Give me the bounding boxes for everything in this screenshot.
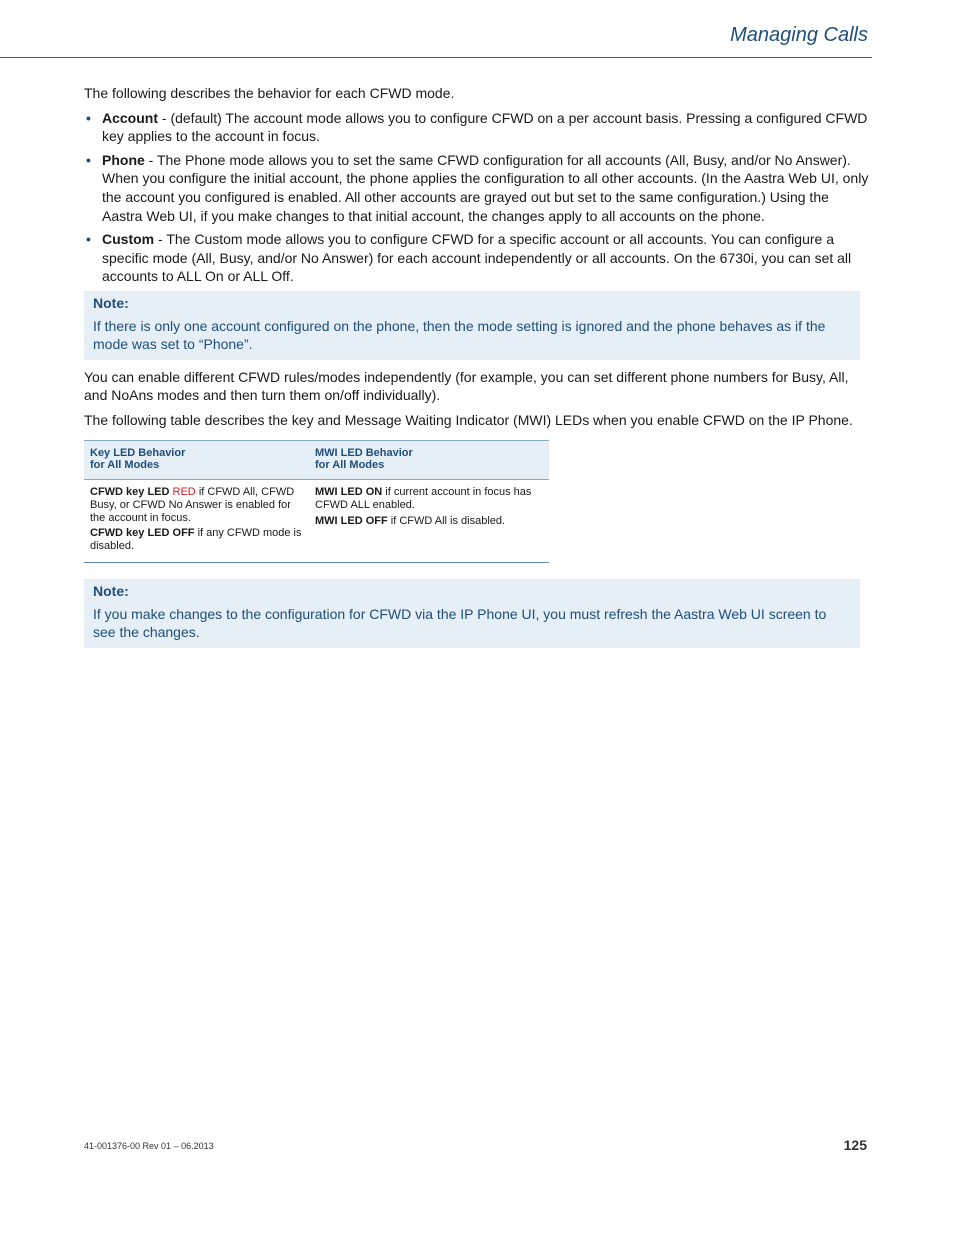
header-line: MWI LED Behavior (315, 446, 413, 459)
header-divider (0, 57, 872, 58)
list-item-phone (84, 151, 872, 225)
term-account: Account (102, 109, 158, 126)
list-item-account (84, 109, 872, 146)
header-line: for All Modes (315, 459, 385, 472)
red-status-text: RED (172, 486, 196, 499)
bullet-icon: • (86, 151, 91, 168)
page-header-title: Managing Calls (730, 24, 868, 46)
cell-paragraph (315, 486, 543, 512)
header-line: Key LED Behavior (90, 446, 186, 459)
cell-text: if current account in focus has CFWD ALL enabled. (315, 486, 532, 511)
cell-bold-text: CFWD key LED (90, 486, 170, 499)
table-header-mwi-led (309, 440, 549, 480)
cell-paragraph (90, 527, 303, 553)
header-line: for All Modes (90, 459, 160, 472)
table-row (84, 480, 549, 563)
note-box-refresh (84, 579, 860, 648)
note-title: Note: (93, 583, 129, 600)
led-behavior-table (84, 440, 549, 564)
rules-paragraph: You can enable different CFWD rules/modes independently (for example, you can set different phone numbers for Busy, All, and NoAns modes and then turn them on/off individually). (84, 368, 849, 404)
term-phone: Phone (102, 151, 145, 168)
footer-page-number: 125 (843, 1137, 867, 1153)
term-custom: Custom (102, 231, 155, 248)
table-header-row (84, 440, 549, 480)
table-cell-mwi-led (309, 480, 549, 563)
desc-phone: - The Phone mode allows you to set the same CFWD configuration for all accounts (All, Busy, and/or No Answer). When you configure the initial account, the phone applies the configuration to all other accounts. (In the Aastra Web UI, only the account you configured is enabled. All other accounts are grayed out but set to the same configuration.) Using the Aastra Web UI, if you make changes to that initial account, the changes apply to all accounts on the phone. (102, 151, 869, 224)
cell-text: if CFWD All, CFWD Busy, or CFWD No Answer is enabled for the account in focus. (90, 486, 295, 524)
page-content (84, 84, 872, 656)
cell-paragraph (315, 515, 543, 528)
note-body: If there is only one account configured on the phone, then the mode setting is ignored and the phone behaves as if the mode was set to “Phone”. (93, 317, 826, 353)
cell-paragraph (90, 486, 303, 524)
note-body: If you make changes to the configuration for CFWD via the IP Phone UI, you must refresh the Aastra Web UI screen to see the changes. (93, 605, 827, 641)
footer-doc-id: 41-001376-00 Rev 01 – 06.2013 (84, 1141, 214, 1151)
table-header-key-led (84, 440, 309, 480)
cfwd-mode-list (84, 109, 872, 286)
desc-custom: - The Custom mode allows you to configure CFWD for a specific account or all accounts. You can configure a specific mode (All, Busy, and/or No Answer) for each account independently or all accounts. On the 6730i, you can set all accounts to ALL On or ALL Off. (102, 231, 852, 285)
desc-account: - (default) The account mode allows you to configure CFWD on a per account basis. Pressing a configured CFWD key applies to the account in focus. (102, 109, 868, 145)
cell-text: if any CFWD mode is disabled. (90, 527, 302, 553)
cell-text: if CFWD All is disabled. (387, 514, 506, 527)
cell-bold-text: CFWD key LED OFF (90, 527, 195, 540)
list-item-custom (84, 230, 872, 286)
table-intro-paragraph: The following table describes the key and Message Waiting Indicator (MWI) LEDs when you enable CFWD on the IP Phone. (84, 411, 853, 428)
note-title: Note: (93, 294, 129, 311)
cell-bold-text: MWI LED OFF (315, 514, 388, 527)
note-box-single-account (84, 291, 860, 360)
cell-bold-text: MWI LED ON (315, 486, 383, 499)
bullet-icon: • (86, 231, 91, 248)
bullet-icon: • (86, 109, 91, 126)
table-cell-key-led (84, 480, 309, 563)
intro-paragraph: The following describes the behavior for each CFWD mode. (84, 85, 455, 101)
